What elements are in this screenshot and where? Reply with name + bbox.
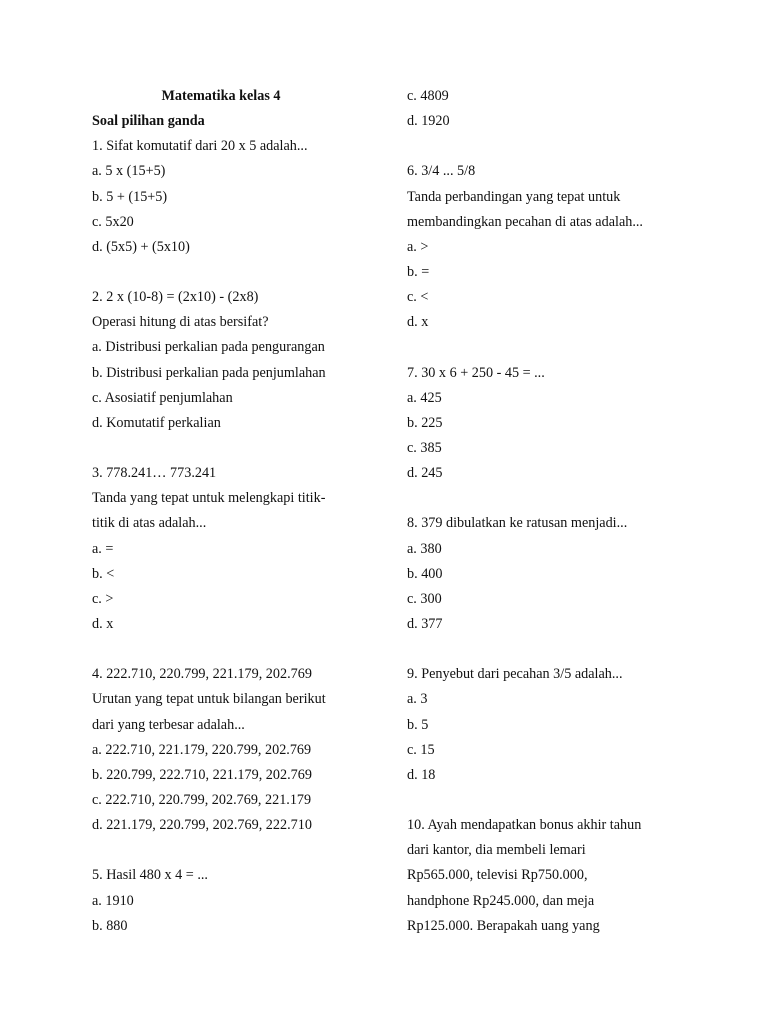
question-4: 4. 222.710, 220.799, 221.179, 202.769 <box>92 666 312 683</box>
blank-line <box>92 260 392 285</box>
question-4-option-b: b. 220.799, 222.710, 221.179, 202.769 <box>92 766 312 783</box>
question-4-option-c: c. 222.710, 220.799, 202.769, 221.179 <box>92 791 312 808</box>
question-10-text: dari kantor, dia membeli lemari <box>407 842 586 859</box>
blank-line <box>407 788 707 813</box>
question-2: 2. 2 x (10-8) = (2x10) - (2x8) <box>92 289 259 306</box>
right-column <box>407 84 707 939</box>
question-3-option-a: a. = <box>92 540 114 557</box>
question-6: 6. 3/4 ... 5/8 <box>407 163 476 180</box>
question-3-text: Tanda yang tepat untuk melengkapi titik- <box>92 490 326 507</box>
question-5: 5. Hasil 480 x 4 = ... <box>92 867 208 884</box>
question-8-option-a: a. 380 <box>407 540 442 557</box>
question-5-option-c: c. 4809 <box>407 88 449 104</box>
blank-line <box>407 134 707 159</box>
question-1-option-d: d. (5x5) + (5x10) <box>92 238 190 255</box>
question-6-text-cont: membandingkan pecahan di atas adalah... <box>407 213 643 230</box>
blank-line <box>92 637 392 662</box>
question-10: 10. Ayah mendapatkan bonus akhir tahun <box>407 817 642 834</box>
question-9: 9. Penyebut dari pecahan 3/5 adalah... <box>407 666 623 683</box>
question-7-option-a: a. 425 <box>407 389 442 406</box>
question-9-option-d: d. 18 <box>407 766 436 783</box>
question-3-option-d: d. x <box>92 615 114 632</box>
document-title: Matematika kelas 4 <box>161 88 281 104</box>
question-5-option-a: a. 1910 <box>92 892 134 909</box>
question-1-option-b: b. 5 + (15+5) <box>92 188 168 205</box>
question-3: 3. 778.241… 773.241 <box>92 465 217 482</box>
question-9-option-a: a. 3 <box>407 691 428 708</box>
question-4-option-a: a. 222.710, 221.179, 220.799, 202.769 <box>92 741 312 758</box>
question-6-option-d: d. x <box>407 314 429 331</box>
question-6-option-c: c. < <box>407 289 429 306</box>
question-1-option-a: a. 5 x (15+5) <box>92 163 166 180</box>
question-4-text: Urutan yang tepat untuk bilangan berikut <box>92 691 326 708</box>
question-3-option-b: b. < <box>92 565 115 582</box>
question-6-text: Tanda perbandingan yang tepat untuk <box>407 188 621 205</box>
blank-line <box>407 486 707 511</box>
blank-line <box>92 436 392 461</box>
question-6-option-a: a. > <box>407 238 429 255</box>
question-7-option-c: c. 385 <box>407 439 442 456</box>
question-1: 1. Sifat komutatif dari 20 x 5 adalah... <box>92 138 308 155</box>
question-2-option-a: a. Distribusi perkalian pada pengurangan <box>92 339 325 356</box>
question-7-option-b: b. 225 <box>407 414 443 431</box>
question-1-option-c: c. 5x20 <box>92 213 134 230</box>
question-10-text-cont-3: Rp125.000. Berapakah uang yang <box>407 917 600 934</box>
question-10-text-cont-2: handphone Rp245.000, dan meja <box>407 892 595 909</box>
blank-line <box>407 637 707 662</box>
blank-line <box>92 838 392 863</box>
question-10-text-cont-1: Rp565.000, televisi Rp750.000, <box>407 867 588 884</box>
question-3-text-cont: titik di atas adalah... <box>92 515 207 532</box>
question-7-option-d: d. 245 <box>407 465 443 482</box>
question-8-option-c: c. 300 <box>407 590 442 607</box>
question-2-option-d: d. Komutatif perkalian <box>92 414 221 431</box>
question-7: 7. 30 x 6 + 250 - 45 = ... <box>407 364 545 381</box>
question-5-option-b: b. 880 <box>92 917 128 934</box>
question-2-text: Operasi hitung di atas bersifat? <box>92 314 269 331</box>
question-9-option-c: c. 15 <box>407 741 435 758</box>
question-2-option-c: c. Asosiatif penjumlahan <box>92 389 233 406</box>
question-3-option-c: c. > <box>92 590 114 607</box>
question-8-option-b: b. 400 <box>407 565 443 582</box>
question-6-option-b: b. = <box>407 263 430 280</box>
question-5-option-d: d. 1920 <box>407 113 450 130</box>
left-column <box>92 84 392 939</box>
question-8-option-d: d. 377 <box>407 615 443 632</box>
question-8: 8. 379 dibulatkan ke ratusan menjadi... <box>407 515 628 532</box>
blank-line <box>407 335 707 360</box>
question-9-option-b: b. 5 <box>407 716 429 733</box>
question-4-text-cont: dari yang terbesar adalah... <box>92 716 245 733</box>
section-heading: Soal pilihan ganda <box>92 113 205 130</box>
question-4-option-d: d. 221.179, 220.799, 202.769, 222.710 <box>92 817 312 834</box>
question-2-option-b: b. Distribusi perkalian pada penjumlahan <box>92 364 326 381</box>
